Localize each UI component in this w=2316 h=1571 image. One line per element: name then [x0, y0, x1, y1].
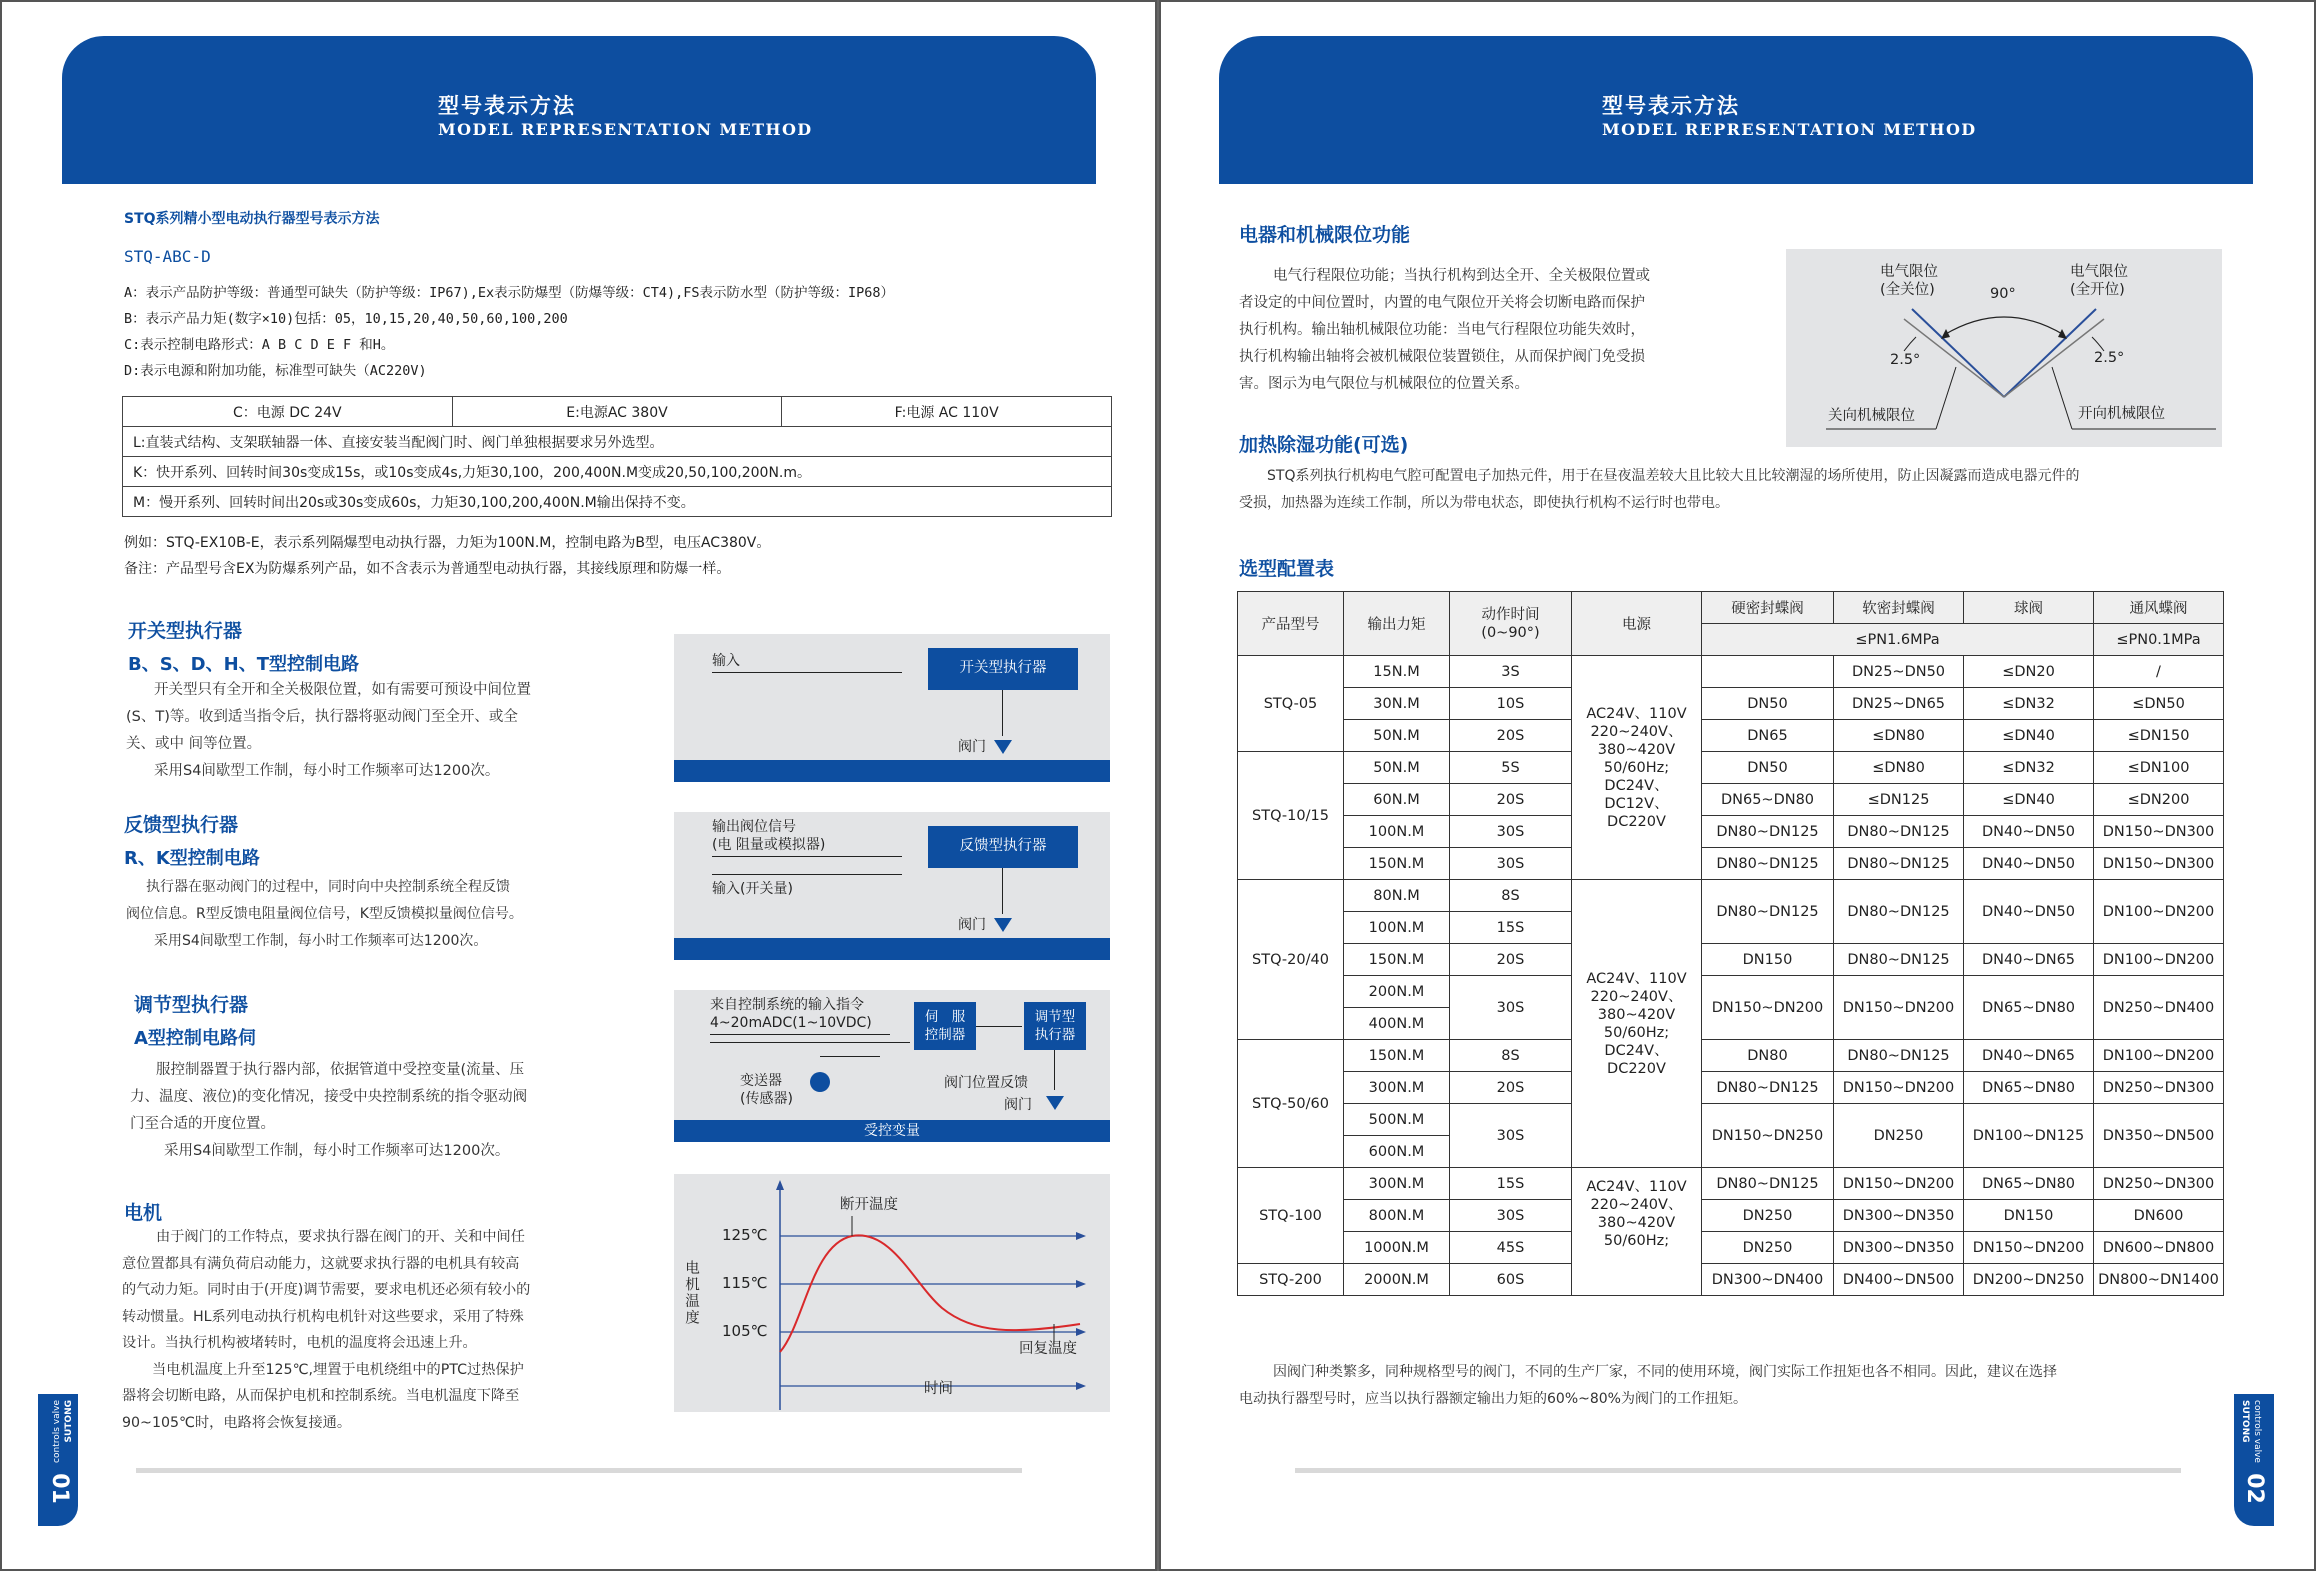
- time-cell: 20S: [1450, 1072, 1572, 1104]
- time-cell: 5S: [1450, 752, 1572, 784]
- transmitter-dot-icon: [810, 1072, 830, 1092]
- torque-cell: 1000N.M: [1344, 1232, 1450, 1264]
- ball-cell: DN40~DN50: [1964, 816, 2094, 848]
- switch-line: (S、T)等。收到适当指令后，执行器将驱动阀门至全开、或全: [126, 709, 518, 725]
- col-header-power: 电源: [1572, 592, 1702, 656]
- soft-cell: ≤DN125: [1834, 784, 1964, 816]
- left-banner: [62, 36, 1096, 184]
- motor-title: 电机: [124, 1202, 163, 1224]
- switch-actuator-box: 开关型执行器: [928, 648, 1078, 690]
- feedback-out-label-1: 输出阀位信号: [712, 819, 796, 835]
- angle-90-label: 90°: [1990, 286, 2016, 302]
- ball-cell: DN65~DN80: [1964, 976, 2094, 1040]
- hard-cell: DN80~DN125: [1702, 1168, 1834, 1200]
- motor-temp-diagram: [674, 1174, 1110, 1412]
- ball-cell: ≤DN20: [1964, 656, 2094, 688]
- ball-cell: ≤DN40: [1964, 720, 2094, 752]
- vent-cell: DN600~DN800: [2094, 1232, 2224, 1264]
- time-cell: 20S: [1450, 784, 1572, 816]
- switch-valve-label: 阀门: [958, 739, 986, 755]
- motor-line: 由于阀门的工作特点，要求执行器在阀门的开、关和中间任: [156, 1229, 525, 1245]
- electric-open-label-1: 电气限位: [2070, 264, 2128, 280]
- torque-cell: 400N.M: [1344, 1008, 1450, 1040]
- regulating-subtitle: A型控制电路伺: [134, 1028, 256, 1049]
- temp-tick-105: 105℃: [722, 1322, 768, 1340]
- regulating-valve-label: 阀门: [1004, 1097, 1032, 1113]
- torque-cell: 150N.M: [1344, 944, 1450, 976]
- mech-open-label: 开向机械限位: [2078, 406, 2165, 422]
- left-2.5-label: 2.5°: [1890, 352, 1921, 368]
- regulating-cmd-label-2: 4~20mADC(1~10VDC): [710, 1015, 872, 1031]
- left-page-number: 01: [46, 1473, 72, 1504]
- hard-cell: DN80~DN125: [1702, 880, 1834, 944]
- restore-temp-label: 回复温度: [1019, 1341, 1077, 1357]
- motor-paragraph: [122, 1224, 530, 1436]
- soft-cell: DN250: [1834, 1104, 1964, 1168]
- vent-cell: DN150~DN300: [2094, 848, 2224, 880]
- electric-close-label-1: 电气限位: [1880, 264, 1938, 280]
- right-2.5-label: 2.5°: [2094, 350, 2125, 366]
- left-page: [0, 0, 1157, 1571]
- power-row-l: L:直装式结构、支架联轴器一体、直接安装当配阀门时、阀门单独根据要求另外选型。: [123, 427, 1112, 457]
- soft-cell: DN150~DN200: [1834, 1168, 1964, 1200]
- torque-cell: 800N.M: [1344, 1200, 1450, 1232]
- time-cell: 30S: [1450, 1200, 1572, 1232]
- switch-title: 开关型执行器: [128, 620, 243, 642]
- right-banner-title-en: MODEL REPRESENTATION METHOD: [1602, 120, 1977, 139]
- hard-cell: DN300~DN400: [1702, 1264, 1834, 1296]
- soft-cell: DN25~DN50: [1834, 656, 1964, 688]
- ball-cell: DN200~DN250: [1964, 1264, 2094, 1296]
- vent-cell: DN100~DN200: [2094, 880, 2224, 944]
- feedback-line: 执行器在驱动阀门的过程中，同时向中央控制系统全程反馈: [146, 879, 510, 895]
- torque-cell: 150N.M: [1344, 848, 1450, 880]
- left-banner-title-en: MODEL REPRESENTATION METHOD: [438, 120, 813, 139]
- motor-line: 当电机温度上升至125℃,埋置于电机绕组中的PTC过热保护: [152, 1361, 524, 1378]
- left-banner-title-cn: 型号表示方法: [438, 94, 576, 118]
- electric-open-label-2: (全开位): [2070, 282, 2125, 298]
- time-cell: 10S: [1450, 688, 1572, 720]
- valve-triangle-icon: [994, 740, 1012, 754]
- feedback-paragraph: [126, 874, 523, 955]
- power-code-table: [122, 396, 1112, 517]
- code-line-c: C:表示控制电路形式：A B C D E F 和H。: [124, 337, 395, 353]
- feedback-diagram-bar: [674, 938, 1110, 960]
- feedback-title: 反馈型执行器: [124, 814, 239, 836]
- soft-cell: DN80~DN125: [1834, 1040, 1964, 1072]
- vent-cell: ≤DN200: [2094, 784, 2224, 816]
- power-f-cell: F:电源 AC 110V: [782, 397, 1112, 427]
- torque-cell: 200N.M: [1344, 976, 1450, 1008]
- power-c-cell: C：电源 DC 24V: [123, 397, 453, 427]
- limit-diagram: [1786, 249, 2222, 447]
- feedback-diagram: [674, 812, 1110, 960]
- soft-cell: DN300~DN350: [1834, 1232, 1964, 1264]
- time-cell: 30S: [1450, 848, 1572, 880]
- right-footer-line: [1295, 1468, 2181, 1473]
- col-header-model: 产品型号: [1238, 592, 1344, 656]
- ball-cell: ≤DN32: [1964, 752, 2094, 784]
- electric-close-label-2: (全关位): [1880, 282, 1935, 298]
- ball-cell: DN40~DN50: [1964, 880, 2094, 944]
- ball-cell: DN150: [1964, 1200, 2094, 1232]
- hard-cell: DN65: [1702, 720, 1834, 752]
- limit-title: 电器和机械限位功能: [1239, 224, 1411, 246]
- footer-line: 因阀门种类繁多，同种规格型号的阀门，不同的生产厂家，不同的使用环境，阀门实际工作扭矩也各不相同。因此，建议在选择: [1273, 1364, 2057, 1380]
- hard-cell: DN80~DN125: [1702, 816, 1834, 848]
- hard-cell: DN80~DN125: [1702, 848, 1834, 880]
- model-cell: STQ-20/40: [1238, 880, 1344, 1040]
- torque-cell: 300N.M: [1344, 1072, 1450, 1104]
- transmitter-label-2: (传感器): [740, 1091, 793, 1107]
- limit-line: 害。图示为电气限位与机械限位的位置关系。: [1239, 376, 1529, 392]
- code-line-d: D:表示电源和附加功能，标准型可缺失（AC220V): [124, 363, 427, 379]
- time-cell: 8S: [1450, 880, 1572, 912]
- vent-cell: DN600: [2094, 1200, 2224, 1232]
- torque-cell: 30N.M: [1344, 688, 1450, 720]
- regulating-line: 门至合适的开度位置。: [130, 1116, 275, 1132]
- ball-cell: DN65~DN80: [1964, 1072, 2094, 1104]
- selection-table: [1237, 591, 2224, 1296]
- time-cell: 30S: [1450, 976, 1572, 1040]
- model-cell: STQ-100: [1238, 1168, 1344, 1264]
- torque-cell: 50N.M: [1344, 752, 1450, 784]
- torque-cell: 100N.M: [1344, 816, 1450, 848]
- torque-cell: 100N.M: [1344, 912, 1450, 944]
- regulating-paragraph: [130, 1057, 527, 1165]
- motor-line: 90~105℃时，电路将会恢复接通。: [122, 1414, 352, 1431]
- left-footer-line: [136, 1468, 1022, 1473]
- regulating-diagram: [674, 990, 1110, 1142]
- right-brand-sub: controls valve: [2252, 1400, 2262, 1463]
- time-cell: 15S: [1450, 1168, 1572, 1200]
- right-page: [1159, 0, 2316, 1571]
- power-row-k: K：快开系列、回转时间30s变成15s，或10s变成4s,力矩30,100，200,400N.M变成20,50,100,200N.m。: [123, 457, 1112, 487]
- vent-cell: DN250~DN400: [2094, 976, 2224, 1040]
- switch-paragraph: [126, 677, 531, 785]
- time-cell: 20S: [1450, 720, 1572, 752]
- vent-cell: DN350~DN500: [2094, 1104, 2224, 1168]
- soft-cell: ≤DN80: [1834, 752, 1964, 784]
- soft-cell: DN80~DN125: [1834, 880, 1964, 944]
- time-cell: 15S: [1450, 912, 1572, 944]
- heating-line: STQ系列执行机构电气腔可配置电子加热元件，用于在昼夜温差较大且比较大且比较潮湿的场所使用，防止因凝露而造成电器元件的: [1267, 468, 2080, 484]
- regulating-title: 调节型执行器: [134, 994, 249, 1016]
- col-header-ball: 球阀: [1964, 592, 2094, 624]
- hard-cell: DN50: [1702, 752, 1834, 784]
- torque-cell: 15N.M: [1344, 656, 1450, 688]
- hard-cell: DN80: [1702, 1040, 1834, 1072]
- feedback-in-label: 输入(开关量): [712, 881, 793, 897]
- power-cell: AC24V、110V 220~240V、 380~420V 50/60Hz; DC24V、 DC12V、 DC220V: [1572, 656, 1702, 880]
- servo-controller-box: 伺 服 控制器: [914, 1002, 976, 1050]
- soft-cell: DN400~DN500: [1834, 1264, 1964, 1296]
- motor-line: 器将会切断电路，从而保护电机和控制系统。当电机温度下降至: [122, 1388, 520, 1404]
- feedback-line: 阀位信息。R型反馈电阻量阀位信号，K型反馈模拟量阀位信号。: [126, 906, 523, 922]
- vent-cell: DN800~DN1400: [2094, 1264, 2224, 1296]
- temp-tick-115: 115℃: [722, 1274, 768, 1292]
- time-cell: 45S: [1450, 1232, 1572, 1264]
- switch-diagram-bar: [674, 760, 1110, 782]
- ball-cell: DN40~DN65: [1964, 1040, 2094, 1072]
- soft-cell: DN80~DN125: [1834, 816, 1964, 848]
- switch-line: 采用S4间歇型工作制，每小时工作频率可达1200次。: [154, 763, 500, 779]
- power-row-m: M：慢开系列、回转时间出20s或30s变成60s，力矩30,100,200,400N.M输出保持不变。: [123, 487, 1112, 517]
- selection-title: 选型配置表: [1239, 558, 1335, 580]
- hard-cell: DN65~DN80: [1702, 784, 1834, 816]
- col-header-soft-butterfly: 软密封蝶阀: [1834, 592, 1964, 624]
- heating-title: 加热除湿功能(可选): [1239, 434, 1409, 456]
- ball-cell: DN150~DN200: [1964, 1232, 2094, 1264]
- feedback-out-label-2: (电 阻量或模拟器): [712, 837, 826, 853]
- vent-cell: ≤DN150: [2094, 720, 2224, 752]
- switch-input-label: 输入: [712, 653, 740, 669]
- example-text: 例如：STQ-EX10B-E，表示系列隔爆型电动执行器，力矩为100N.M，控制电路为B型，电压AC380V。: [124, 535, 771, 551]
- motor-line: 设计。当执行机构被堵转时，电机的温度将会迅速上升。: [122, 1335, 477, 1351]
- power-cell: AC24V、110V 220~240V、 380~420V 50/60Hz;: [1572, 1168, 1702, 1296]
- hard-cell: DN250: [1702, 1232, 1834, 1264]
- valve-triangle-icon: [994, 918, 1012, 932]
- model-cell: STQ-05: [1238, 656, 1344, 752]
- regulating-actuator-box: 调节型 执行器: [1024, 1002, 1086, 1050]
- torque-cell: 600N.M: [1344, 1136, 1450, 1168]
- soft-cell: DN150~DN200: [1834, 976, 1964, 1040]
- regulating-cmd-label-1: 来自控制系统的输入指令: [710, 997, 864, 1013]
- hard-cell: DN50: [1702, 688, 1834, 720]
- limit-line: 执行机构输出轴将会被机械限位装置锁住，从而保护阀门免受损: [1239, 349, 1645, 365]
- temp-xlabel: 时间: [924, 1381, 953, 1397]
- time-cell: 20S: [1450, 944, 1572, 976]
- vent-cell: ≤DN100: [2094, 752, 2224, 784]
- power-cell: AC24V、110V 220~240V、 380~420V 50/60Hz; DC24V、 DC220V: [1572, 880, 1702, 1168]
- torque-cell: 150N.M: [1344, 1040, 1450, 1072]
- vent-cell: DN100~DN200: [2094, 1040, 2224, 1072]
- soft-cell: DN25~DN65: [1834, 688, 1964, 720]
- feedback-line: 采用S4间歇型工作制，每小时工作频率可达1200次。: [154, 933, 488, 949]
- soft-cell: DN80~DN125: [1834, 944, 1964, 976]
- ball-cell: DN65~DN80: [1964, 1168, 2094, 1200]
- limit-line: 电气行程限位功能；当执行机构到达全开、全关极限位置或: [1273, 268, 1650, 284]
- hard-cell: [1702, 656, 1834, 688]
- torque-cell: 2000N.M: [1344, 1264, 1450, 1296]
- left-brand-text: SUTONG: [64, 1400, 74, 1443]
- right-page-number: 02: [2241, 1473, 2267, 1504]
- pressure-b-cell: ≤PN0.1MPa: [2094, 624, 2224, 656]
- vent-cell: DN250~DN300: [2094, 1168, 2224, 1200]
- torque-cell: 80N.M: [1344, 880, 1450, 912]
- ball-cell: DN100~DN125: [1964, 1104, 2094, 1168]
- break-temp-label: 断开温度: [840, 1197, 898, 1213]
- footer-line: 电动执行器型号时，应当以执行器额定输出力矩的60%~80%为阀门的工作扭矩。: [1239, 1391, 1747, 1407]
- pressure-a-cell: ≤PN1.6MPa: [1702, 624, 2094, 656]
- col-header-vent: 通风蝶阀: [2094, 592, 2224, 624]
- temp-ylabel: 电机温度: [683, 1260, 699, 1326]
- torque-cell: 60N.M: [1344, 784, 1450, 816]
- temp-tick-125: 125℃: [722, 1226, 768, 1244]
- switch-line: 关、或中 间等位置。: [126, 736, 262, 752]
- hard-cell: DN250: [1702, 1200, 1834, 1232]
- vent-cell: /: [2094, 656, 2224, 688]
- motor-line: 的气动力矩。同时由于(开度)调节需要，要求电机还必须有较小的: [122, 1282, 531, 1298]
- ball-cell: DN40~DN65: [1964, 944, 2094, 976]
- code-line-b: B：表示产品力矩(数字×10)包括：05，10,15,20,40,50,60,100,200: [124, 311, 568, 327]
- hard-cell: DN80~DN125: [1702, 1072, 1834, 1104]
- switch-subtitle: B、S、D、H、T型控制电路: [128, 654, 359, 675]
- hard-cell: DN150~DN200: [1702, 976, 1834, 1040]
- col-header-time: 动作时间 (0~90°): [1450, 592, 1572, 656]
- time-cell: 30S: [1450, 1104, 1572, 1168]
- torque-cell: 300N.M: [1344, 1168, 1450, 1200]
- model-cell: STQ-50/60: [1238, 1040, 1344, 1168]
- limit-paragraph: [1239, 263, 1650, 398]
- time-cell: 30S: [1450, 816, 1572, 848]
- vent-cell: DN150~DN300: [2094, 816, 2224, 848]
- torque-cell: 500N.M: [1344, 1104, 1450, 1136]
- soft-cell: DN300~DN350: [1834, 1200, 1964, 1232]
- code-line-a: A：表示产品防护等级：普通型可缺失（防护等级：IP67),Ex表示防爆型（防爆等级：CT4),FS表示防水型（防护等级：IP68）: [124, 285, 895, 301]
- limit-line: 者设定的中间位置时，内置的电气限位开关将会切断电路而保护: [1239, 295, 1645, 311]
- switch-line: 开关型只有全开和全关极限位置，如有需要可预设中间位置: [154, 682, 531, 698]
- ball-cell: ≤DN32: [1964, 688, 2094, 720]
- model-section-title: STQ系列精小型电动执行器型号表示方法: [124, 211, 380, 227]
- power-e-cell: E:电源AC 380V: [452, 397, 782, 427]
- model-cell: STQ-10/15: [1238, 752, 1344, 880]
- controlled-variable-bar: 受控变量: [674, 1120, 1110, 1142]
- ball-cell: DN40~DN50: [1964, 848, 2094, 880]
- mech-close-label: 关向机械限位: [1828, 408, 1915, 424]
- right-banner-title-cn: 型号表示方法: [1602, 94, 1740, 118]
- soft-cell: DN80~DN125: [1834, 848, 1964, 880]
- time-cell: 60S: [1450, 1264, 1572, 1296]
- vent-cell: DN100~DN200: [2094, 944, 2224, 976]
- footer-paragraph: [1239, 1359, 2057, 1413]
- hard-cell: DN150~DN250: [1702, 1104, 1834, 1168]
- transmitter-label-1: 变送器: [740, 1073, 782, 1089]
- soft-cell: ≤DN80: [1834, 720, 1964, 752]
- time-cell: 8S: [1450, 1040, 1572, 1072]
- heating-paragraph: [1239, 463, 2079, 517]
- feedback-actuator-box: 反馈型执行器: [928, 826, 1078, 868]
- time-cell: 3S: [1450, 656, 1572, 688]
- motor-line: 转动惯量。HL系列电动执行机构电机针对这些要求，采用了特殊: [122, 1308, 524, 1325]
- regulating-line: 服控制器置于执行器内部，依据管道中受控变量(流量、压: [156, 1062, 525, 1078]
- col-header-torque: 输出力矩: [1344, 592, 1450, 656]
- torque-cell: 50N.M: [1344, 720, 1450, 752]
- right-brand-text: SUTONG: [2240, 1400, 2250, 1443]
- heating-line: 受损，加热器为连续工作制，所以为带电状态，即使执行机构不运行时也带电。: [1239, 495, 1729, 511]
- vent-cell: DN250~DN300: [2094, 1072, 2224, 1104]
- motor-line: 意位置都具有满负荷启动能力，这就要求执行器的电机具有较高: [122, 1255, 520, 1272]
- hard-cell: DN150: [1702, 944, 1834, 976]
- col-header-hard-butterfly: 硬密封蝶阀: [1702, 592, 1834, 624]
- soft-cell: DN150~DN200: [1834, 1072, 1964, 1104]
- left-brand-sub: controls valve: [52, 1400, 62, 1463]
- valve-triangle-icon: [1046, 1096, 1064, 1110]
- model-cell: STQ-200: [1238, 1264, 1344, 1296]
- vent-cell: ≤DN50: [2094, 688, 2224, 720]
- model-code: STQ-ABC-D: [124, 247, 211, 266]
- regulating-line: 力、温度、液位)的变化情况，接受中央控制系统的指令驱动阀: [130, 1089, 528, 1105]
- regulating-line: 采用S4间歇型工作制，每小时工作频率可达1200次。: [164, 1143, 510, 1159]
- switch-diagram: [674, 634, 1110, 782]
- note-text: 备注：产品型号含EX为防爆系列产品，如不含表示为普通型电动执行器，其接线原理和防爆一样。: [124, 561, 731, 577]
- valve-position-feedback-label: 阀门位置反馈: [944, 1075, 1028, 1091]
- ball-cell: ≤DN40: [1964, 784, 2094, 816]
- feedback-subtitle: R、K型控制电路: [124, 848, 260, 869]
- limit-line: 执行机构。输出轴机械限位功能：当电气行程限位功能失效时，: [1239, 322, 1645, 338]
- feedback-valve-label: 阀门: [958, 917, 986, 933]
